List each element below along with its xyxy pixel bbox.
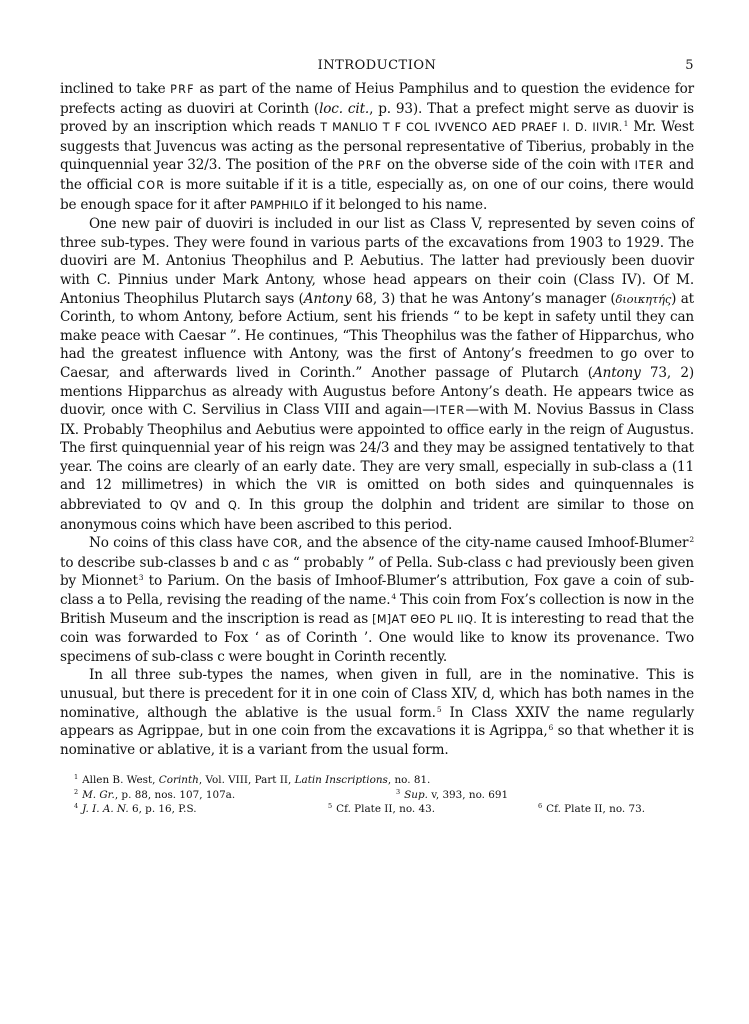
footnote-4: $^4$ J. I. A. N. 6, p. 16, P.S. (74, 802, 197, 816)
text-run: —with M. Novius Bassus in Class IX. Probably Theophilus and Aebutius were appointed to office early in the reign of Augustus. The first quinquennial year of his reign was 24/3 and they may be assigned tentatively to that year. The coins are clearly of an early date. They are very small, especially in sub-class a (11 and 12 millimetres) in which the (60, 402, 695, 494)
text-run: Mr. West suggests that Juvencus was acting as the personal representative of Tiberius, probably in the quinquennial year 32/3. The position of the (60, 119, 694, 174)
italic-text: Antony (303, 290, 352, 307)
text-run: One new pair of duoviri is included in our list as Class V, represented by seven coins of three sub-types. They were found in various parts of the excavations from 1903 to 1929. The duoviri are M. Antonius Theophilus and P. Aebutius. The latter had previously been duovir with C. Pinnius under Mark Antony, whose head appears on their coin (Class IV). Of M. Antonius Theophilus Plutarch says ( (60, 216, 694, 307)
footnote-ref: 2 (689, 535, 694, 545)
page (60, 58, 694, 817)
text-run: as part of the name of Heius Pamphilus and to question the evidence for prefects acting as duoviri at Corinth ( (60, 81, 694, 117)
text-run: ) at Corinth, to whom Antony, before Actium, sent his friends “ to be kept in safety until they can make peace with Caesar ”. He continues, “This Theophilus was the father of Hipparchus, who had the greatest influence with Antony, was the first of Antony’s freedmen to go over to Caesar, and afterwards lived in Corinth.” Another passage of Plutarch ( (60, 290, 694, 381)
footnotes (60, 773, 694, 816)
footnote-ref: 1 (623, 119, 629, 129)
running-header (60, 58, 694, 80)
text-run: and (187, 497, 228, 514)
coin-legend: COR (272, 537, 299, 551)
text-run: No coins of this class have (89, 535, 273, 552)
text-run: and the official (60, 157, 694, 193)
text-run: It is interesting to read that the coin was forwarded to Fox ‘ as of Corinth ’. One would like to know its provenance. Two specimens of sub-class c were bought in Corinth recently. (60, 610, 695, 665)
footnote-6: $^6$ Cf. Plate II, no. 73. (538, 802, 646, 816)
text-run: so that whether it is nominative or ablative, it is a variant from the usual form. (60, 723, 694, 758)
text-run: is more suitable if it is a title, especially as, on one of our coins, there would be enough space for it after (60, 176, 694, 213)
text-run: is omitted on both sides and quinquennales is abbreviated to (60, 477, 694, 514)
footnote-5: $^5$ Cf. Plate II, no. 43. (328, 802, 436, 816)
body-text (60, 80, 694, 759)
coin-legend: [M]ΑΤ ΘΕΟ PL IIQ. (372, 612, 478, 626)
text-run: 73, 2) mentions Hipparchus as already with Augustus before Antony’s death. He appears twice as duovir, once with C. Servilius in Class VIII and again— (60, 364, 694, 419)
text-run: inclined to take (60, 81, 171, 97)
footnote-2: $^2$ M. Gr., p. 88, nos. 107, 107a. (74, 787, 236, 801)
footnote-ref: 3 (138, 573, 144, 583)
paragraph (60, 80, 694, 215)
coin-legend: ITER (634, 159, 665, 173)
text-run: if it belonged to his name. (308, 196, 488, 213)
coin-legend: QV (169, 499, 187, 513)
text-run: 68, 3) that he was Antony’s manager ( (351, 290, 616, 307)
coin-legend: COR (137, 178, 166, 192)
paragraph (60, 215, 694, 534)
coin-legend: PRF (170, 83, 195, 96)
text-run: In Class XXIV the name regularly appears as Agrippae, but in one coin from the excavations it is Agrippa, (60, 704, 695, 740)
paragraph (60, 534, 694, 666)
greek-term: διοικητής (615, 291, 672, 306)
coin-legend: Q. (227, 499, 241, 513)
footnote-ref: 4 (391, 592, 397, 602)
italic-text: loc. cit. (319, 100, 370, 117)
page-number: 5 (685, 58, 694, 73)
coin-legend: VIR (317, 479, 337, 493)
text-run: to describe sub-classes b and c as “ probably ” of Pella. Sub-class c had previously been given by Mionnet (60, 554, 694, 590)
text-run: This coin from Fox’s collection is now in the British Museum and the inscription is read as (60, 592, 694, 627)
italic-text: Antony (592, 364, 641, 381)
text-run: In this group the dolphin and trident are similar to those on anonymous coins which have been ascribed to this period. (60, 497, 694, 533)
footnote-1: $^1$ Allen B. West, Corinth, Vol. VIII, Part II, Latin Inscriptions, no. 81. (74, 773, 431, 787)
text-run: , p. 93). That a prefect might serve as duovir is proved by an inscription which reads (60, 100, 694, 136)
text-run: In all three sub-types the names, when given in full, are in the nominative. This is unusual, but there is precedent for it in one coin of Class XIV, d, which has both names in the nominative, although the ablative is the usual form. (60, 667, 694, 721)
footnote-ref: 5 (436, 704, 442, 714)
coin-legend: PRF (357, 159, 383, 173)
text-run: on the obverse side of the coin with (382, 157, 635, 174)
text-run: , and the absence of the city-name caused Imhoof-Blumer (298, 535, 689, 552)
paragraph (60, 666, 694, 759)
footnote-3: $^3$ Sup. v, 393, no. 691 (396, 787, 509, 801)
running-title: INTRODUCTION (317, 58, 437, 73)
coin-legend: T MANLIO T F COL IVVENCO AED PRAEF I. D. IIVIR. (320, 121, 623, 135)
coin-legend: PAMPHILO (249, 198, 309, 212)
footnote-ref: 6 (548, 723, 554, 733)
text-run: to Parium. On the basis of Imhoof-Blumer’s attribution, Fox gave a coin of sub-class a to Pella, revising the reading of the name. (60, 573, 694, 609)
coin-legend: ITER (435, 404, 466, 418)
